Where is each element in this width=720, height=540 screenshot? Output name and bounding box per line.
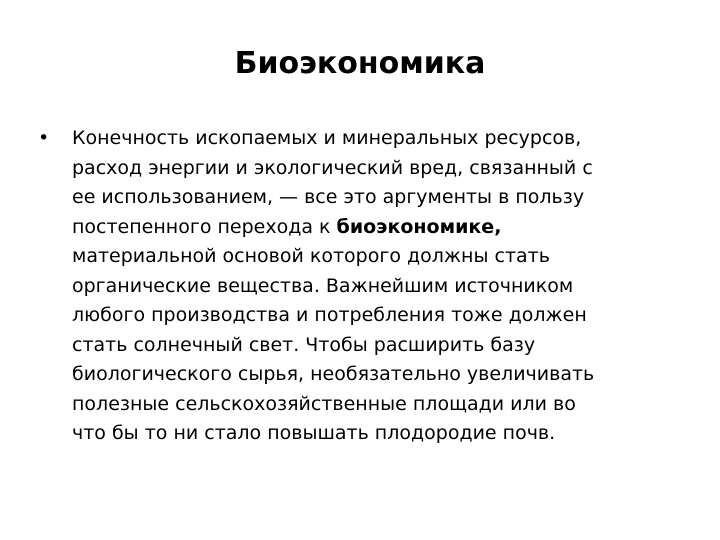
bullet-list	[36, 124, 686, 449]
bullet-text-line-3: ее использованием, — все это аргументы в пользу	[72, 186, 585, 208]
bullet-marker: •	[38, 127, 50, 149]
bullet-text-line-10: полезные сельскохозяйственные площади или во	[72, 392, 576, 415]
bullet-text-line-1: Конечность ископаемых и минеральных ресурсов,	[72, 127, 582, 149]
bullet-item	[36, 124, 686, 449]
bullet-text-line-11: что бы то ни стало повышать плодородие почв.	[72, 422, 556, 444]
bullet-text-line-4	[72, 213, 686, 243]
bullet-text-line-6: органические вещества. Важнейшим источником	[72, 274, 574, 297]
bullet-text-line-2: расход энергии и экологический вред, связанный с	[72, 156, 593, 179]
bullet-text-line-4-start: постепенного перехода к	[72, 215, 337, 238]
bullet-text-line-5: материальной основой которого должны стать	[72, 245, 550, 267]
bullet-text-line-8: стать солнечный свет. Чтобы расширить базу	[72, 333, 536, 356]
slide-title: Биоэкономика	[234, 46, 486, 81]
bullet-text-line-9: биологического сырья, необязательно увеличивать	[72, 363, 595, 385]
bullet-text-line-7: любого производства и потребления тоже должен	[72, 304, 587, 326]
bold-term-bioeconomy: биоэкономике,	[336, 215, 502, 238]
